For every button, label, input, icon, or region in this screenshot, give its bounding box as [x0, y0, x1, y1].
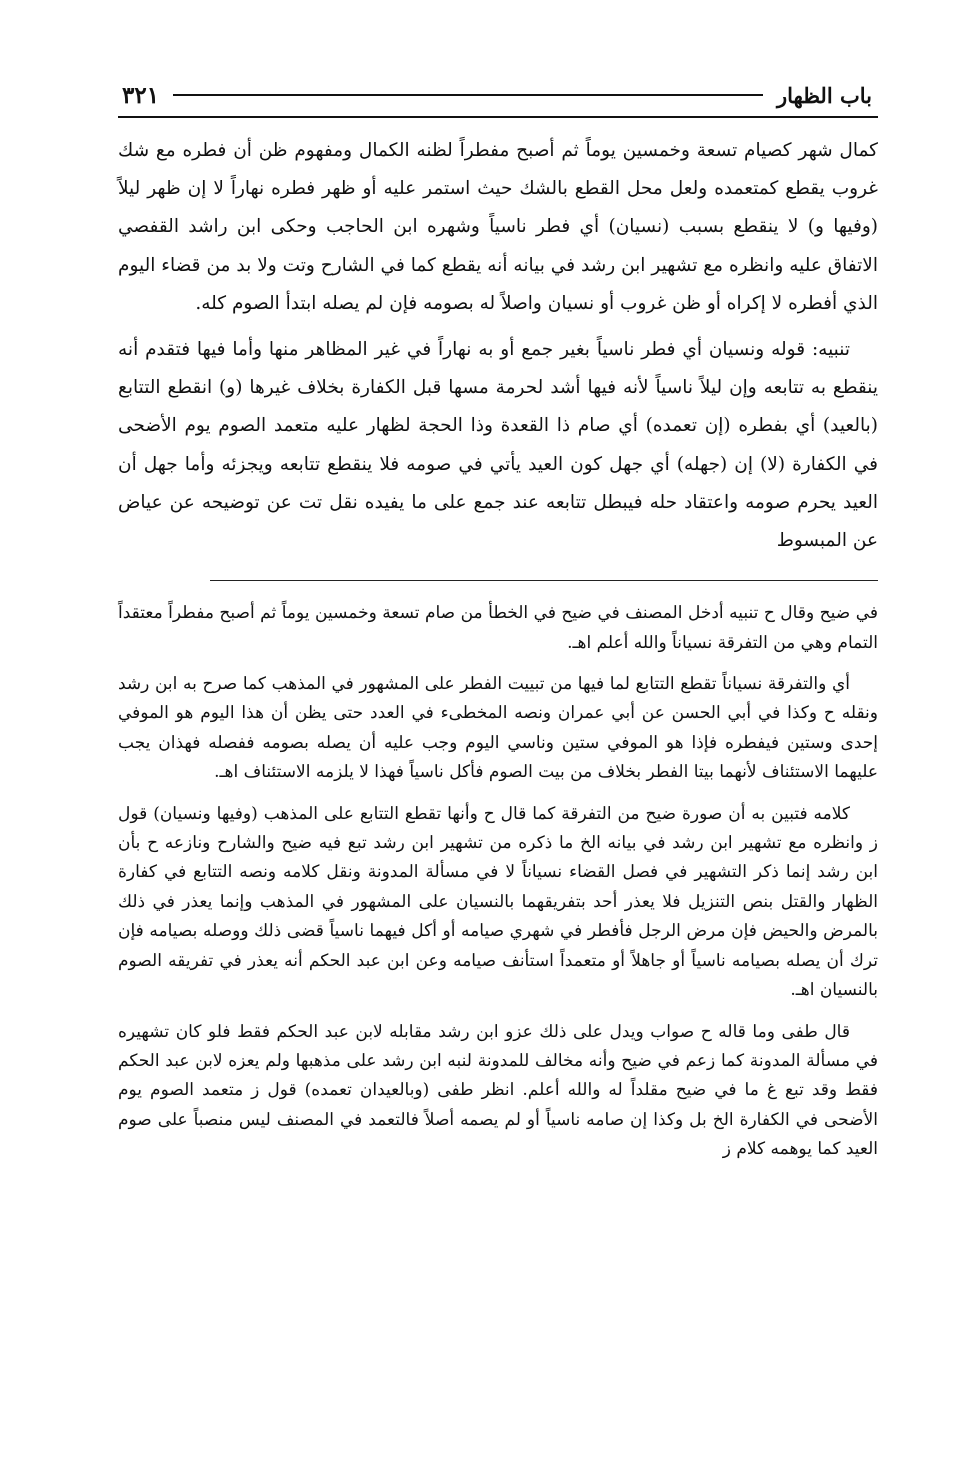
page-number: ٣٢١ [122, 81, 160, 109]
main-paragraph: تنبيه: قوله ونسيان أي فطر ناسياً بغير جمع أو به نهاراً في غير المظاهر منها وأما فيها فتقدم أنه ينقطع به تتابعه وإن ليلاً ناسياً لأنه فيها أشد لحرمة مسها قبل الكفارة بخلاف غيرها (و) انقطع التتابع (بالعيد) أي بفطره (إن تعمده) أي صام ذا القعدة وذا الحجة لظهار عليه متعمد الصوم يوم الأضحى في الكفارة (لا) إن (جهله) أي جهل كون العيد يأتي في صومه فلا ينقطع تتابعه ويجزئه وأما جهل أن العيد يحرم صومه واعتقاد حله فيبطل تتابعه عند جمع على ما يفيده نقل تت عن توضيحه عن عياض عن المبسوط [118, 339, 878, 552]
main-text [118, 132, 878, 560]
main-paragraph: كمال شهر كصيام تسعة وخمسين يوماً ثم أصبح مفطراً لظنه الكمال ومفهوم ظن أن فطره مع شك غروب يقطع كمتعمده ولعل محل القطع بالشك حيث استمر عليه أو ظهر فطره نهاراً لا إن ظهر ليلاً (وفيها و) لا ينقطع بسبب (نسيان) أي فطر ناسياً وشهره ابن الحاجب وحكى ابن راشد القفصي الاتفاق عليه وانظره مع تشهير ابن رشد في بيانه أنه يقطع كما في الشارح وتت ولا بد من قضاء اليوم الذي أفطره لا إكراه أو ظن غروب أو نسيان واصلاً له بصومه فإن لم يصله ابتدأ الصوم كله. [118, 140, 878, 314]
footnote-paragraph: كلامه فتبين به أن صورة ضيح من التفرقة كما قال ح وأنها تقطع التتابع على المذهب (وفيها ونسيان) قول ز وانظره مع تشهير ابن رشد في بيانه الخ ما ذكره من تشهير ابن رشد تبع فيه ضيح والشارح ونازعه ح بأن ابن رشد إنما ذكر التشهير في فصل القضاء نسياناً لا في مسألة المدونة ونقل كلامه ونصه التتابع في كفارة الظهار والقتل بنص التنزيل فلا يعذر أحد بتفريقهما بالنسيان على المشهور في المذهب وإنما يعذر في ذلك بالمرض والحيض فإن مرض الرجل فأفطر في شهري صيامه أو أكل فيهما ناسياً قضى ذلك ووصله بصيامه فإن ترك أن يصله بصيامه ناسياً أو جاهلاً أو متعمداً استأنف صيامه وعن ابن عبد الحكم أنه يعذر في تفريقه الصوم بالنسيان اهـ. [118, 803, 878, 1001]
header-rule [173, 94, 763, 96]
book-page [118, 78, 878, 1165]
footnote-paragraph: أي والتفرقة نسياناً تقطع التتابع لما فيها من تبييت الفطر على المشهور في المذهب كما صرح به ابن رشد ونقله ح وكذا في أبي الحسن عن أبي عمران ونصه المخطىء في العدد حتى يظن أن هذا اليوم هو الموفي إحدى وستين فيفطره فإذا هو الموفي ستين وناسي اليوم وجب عليه أن يصله بصومه ففصله فهذان يجب عليهما الاستئناف لأنهما بيتا الفطر بخلاف من بيت الصوم فأكل ناسياً فهذا لا يلزمه الاستئناف اهـ. [118, 674, 878, 783]
header-divider [118, 116, 878, 118]
footnote-paragraph: قال طفى وما قاله ح صواب ويدل على ذلك عزو ابن رشد مقابله لابن عبد الحكم فقط فلو كان تشهيره في مسألة المدونة كما زعم في ضيح وأنه مخالف للمدونة لنبه ابن رشد على مذهبها ولم يعزه لابن عبد الحكم فقط وقد تبع غ ما في ضيح مقلداً له والله أعلم. انظر طفى (وبالعيدان تعمده) قول ز متعمد الصوم يوم الأضحى في الكفارة الخ بل وكذا إن صامه ناسياً أو لم يصمه أصلاً فالتعمد في المصنف ليس منصباً على صوم العيد كما يوهمه كلام ز [118, 1021, 878, 1160]
running-header [118, 78, 878, 112]
footnote-paragraph: في ضيح وقال ح تنبيه أدخل المصنف في ضيح في الخطأ من صام تسعة وخمسين يوماً ثم أصبح مفطراً معتقداً التمام وهي من التفرقة نسياناً والله أعلم اهـ. [118, 603, 878, 653]
footnotes [118, 599, 878, 1164]
chapter-title: باب الظهار [776, 82, 872, 108]
footnote-separator [210, 580, 878, 581]
